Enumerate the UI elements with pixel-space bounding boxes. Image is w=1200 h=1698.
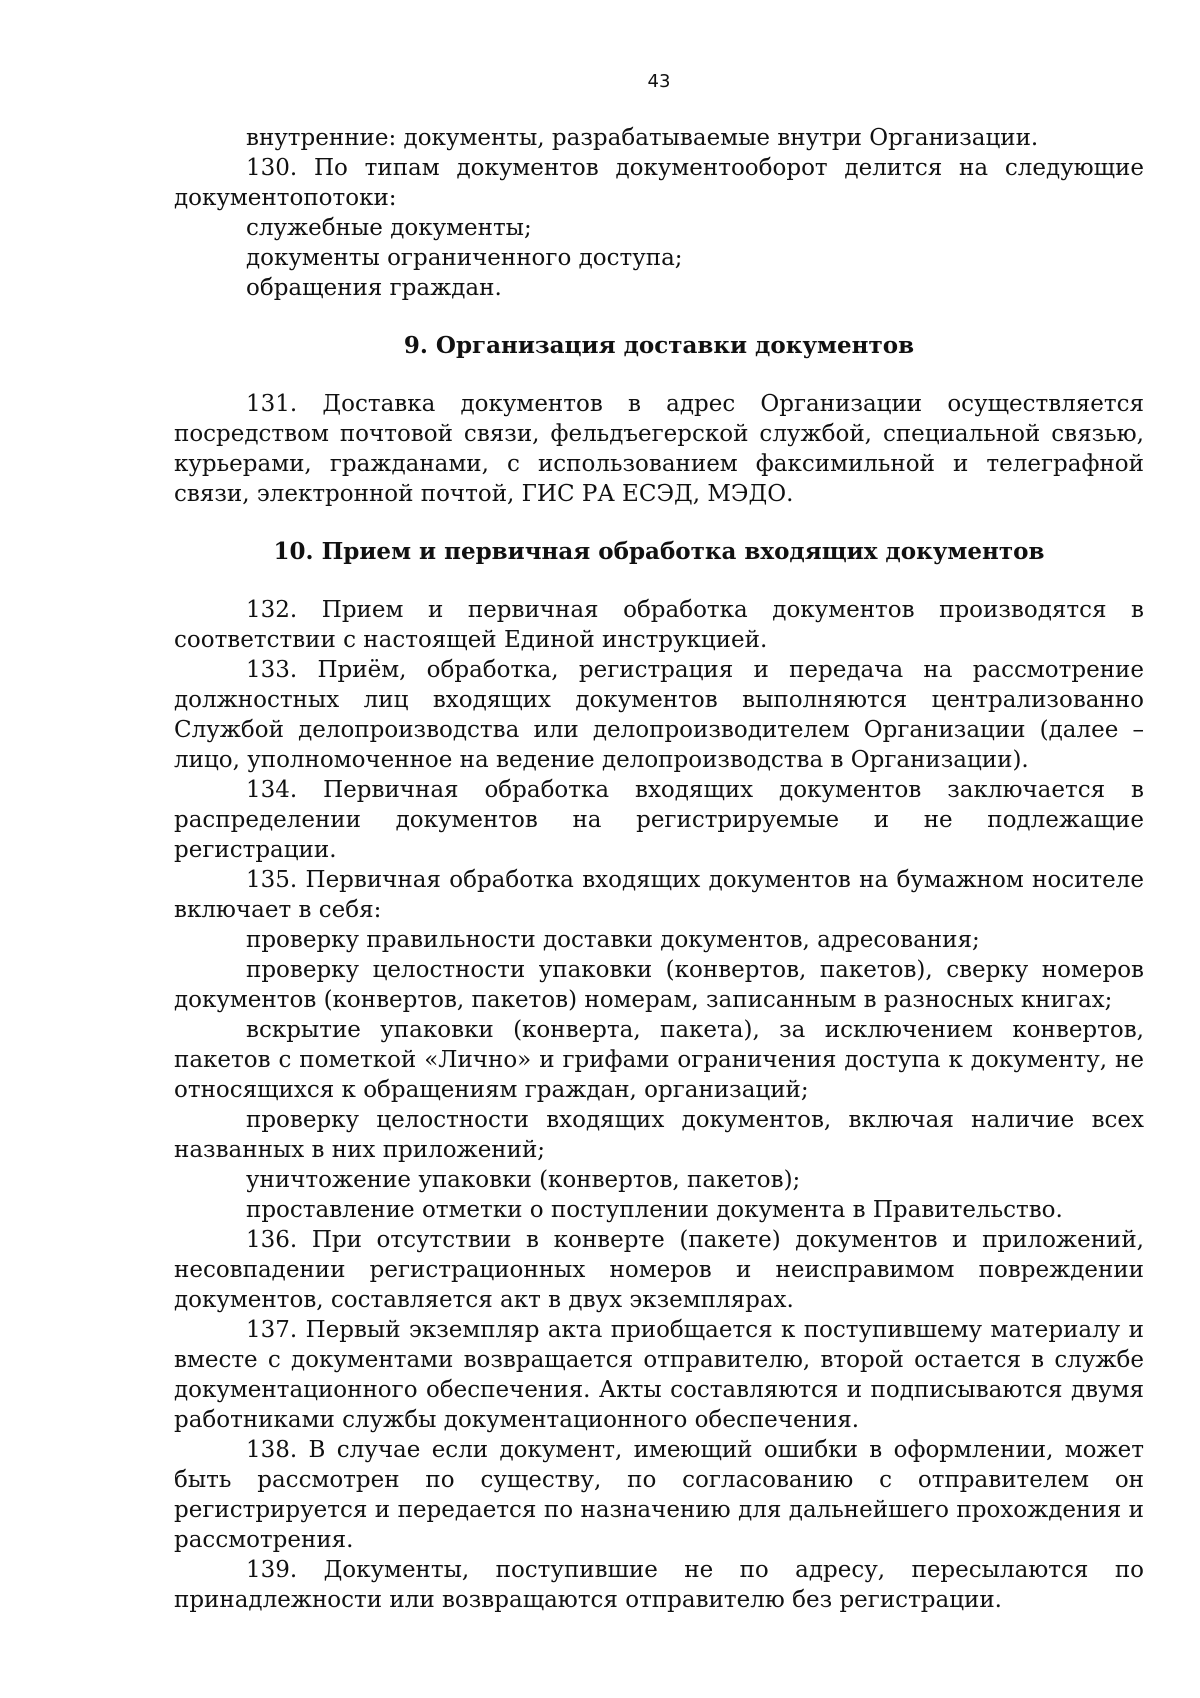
paragraph: 132. Прием и первичная обработка документов производятся в соответствии с настоящей Единой инструкцией.	[174, 597, 1144, 653]
section-heading-10: 10. Прием и первичная обработка входящих документов	[273, 538, 1045, 565]
paragraph: 137. Первый экземпляр акта приобщается к поступившему материалу и вместе с документами возвращается отправителю, второй остается в службе документационного обеспечения. Акты составляются и подписываются двумя работниками службы документационного обеспечения.	[174, 1317, 1144, 1433]
paragraph: 131. Доставка документов в адрес Организации осуществляется посредством почтовой связи, фельдъегерской службой, специальной связью, курьерами, гражданами, с использованием факсимильной и телеграфной связи, электронной почтой, ГИС РА ЕСЭД, МЭДО.	[174, 391, 1144, 507]
list-item: проставление отметки о поступлении документа в Правительство.	[246, 1197, 1063, 1223]
list-item: проверку целостности упаковки (конвертов, пакетов), сверку номеров документов (конвертов, пакетов) номерам, записанным в разносных книгах;	[174, 957, 1144, 1013]
list-item: проверку целостности входящих документов, включая наличие всех названных в них приложений;	[174, 1107, 1144, 1163]
list-item: документы ограниченного доступа;	[246, 245, 683, 271]
paragraph: 135. Первичная обработка входящих документов на бумажном носителе включает в себя:	[174, 867, 1144, 923]
paragraph: 130. По типам документов документооборот делится на следующие документопотоки:	[174, 155, 1144, 211]
paragraph: внутренние: документы, разрабатываемые внутри Организации.	[246, 125, 1039, 151]
paragraph: 134. Первичная обработка входящих документов заключается в распределении документов на регистрируемые и не подлежащие регистрации.	[174, 777, 1144, 863]
paragraph: 136. При отсутствии в конверте (пакете) документов и приложений, несовпадении регистрационных номеров и неисправимом повреждении документов, составляется акт в двух экземплярах.	[174, 1227, 1144, 1313]
section-heading-9: 9. Организация доставки документов	[403, 332, 915, 359]
paragraph: 133. Приём, обработка, регистрация и передача на рассмотрение должностных лиц входящих документов выполняются централизованно Службой делопроизводства или делопроизводителем Организации (далее – лицо, уполномоченное на ведение делопроизводства в Организации).	[174, 657, 1144, 773]
list-item: вскрытие упаковки (конверта, пакета), за исключением конвертов, пакетов с пометкой «Лично» и грифами ограничения доступа к документу, не относящихся к обращениям граждан, организаций;	[174, 1017, 1144, 1103]
paragraph: 138. В случае если документ, имеющий ошибки в оформлении, может быть рассмотрен по существу, по согласованию с отправителем он регистрируется и передается по назначению для дальнейшего прохождения и рассмотрения.	[174, 1437, 1144, 1553]
list-item: уничтожение упаковки (конвертов, пакетов);	[246, 1167, 801, 1193]
list-item: обращения граждан.	[246, 275, 502, 301]
paragraph: 139. Документы, поступившие не по адресу, пересылаются по принадлежности или возвращаются отправителю без регистрации.	[174, 1557, 1144, 1613]
list-item: служебные документы;	[246, 215, 532, 241]
document-body	[174, 123, 1144, 1615]
page-number: 43	[647, 71, 671, 92]
list-item: проверку правильности доставки документов, адресования;	[246, 927, 980, 953]
